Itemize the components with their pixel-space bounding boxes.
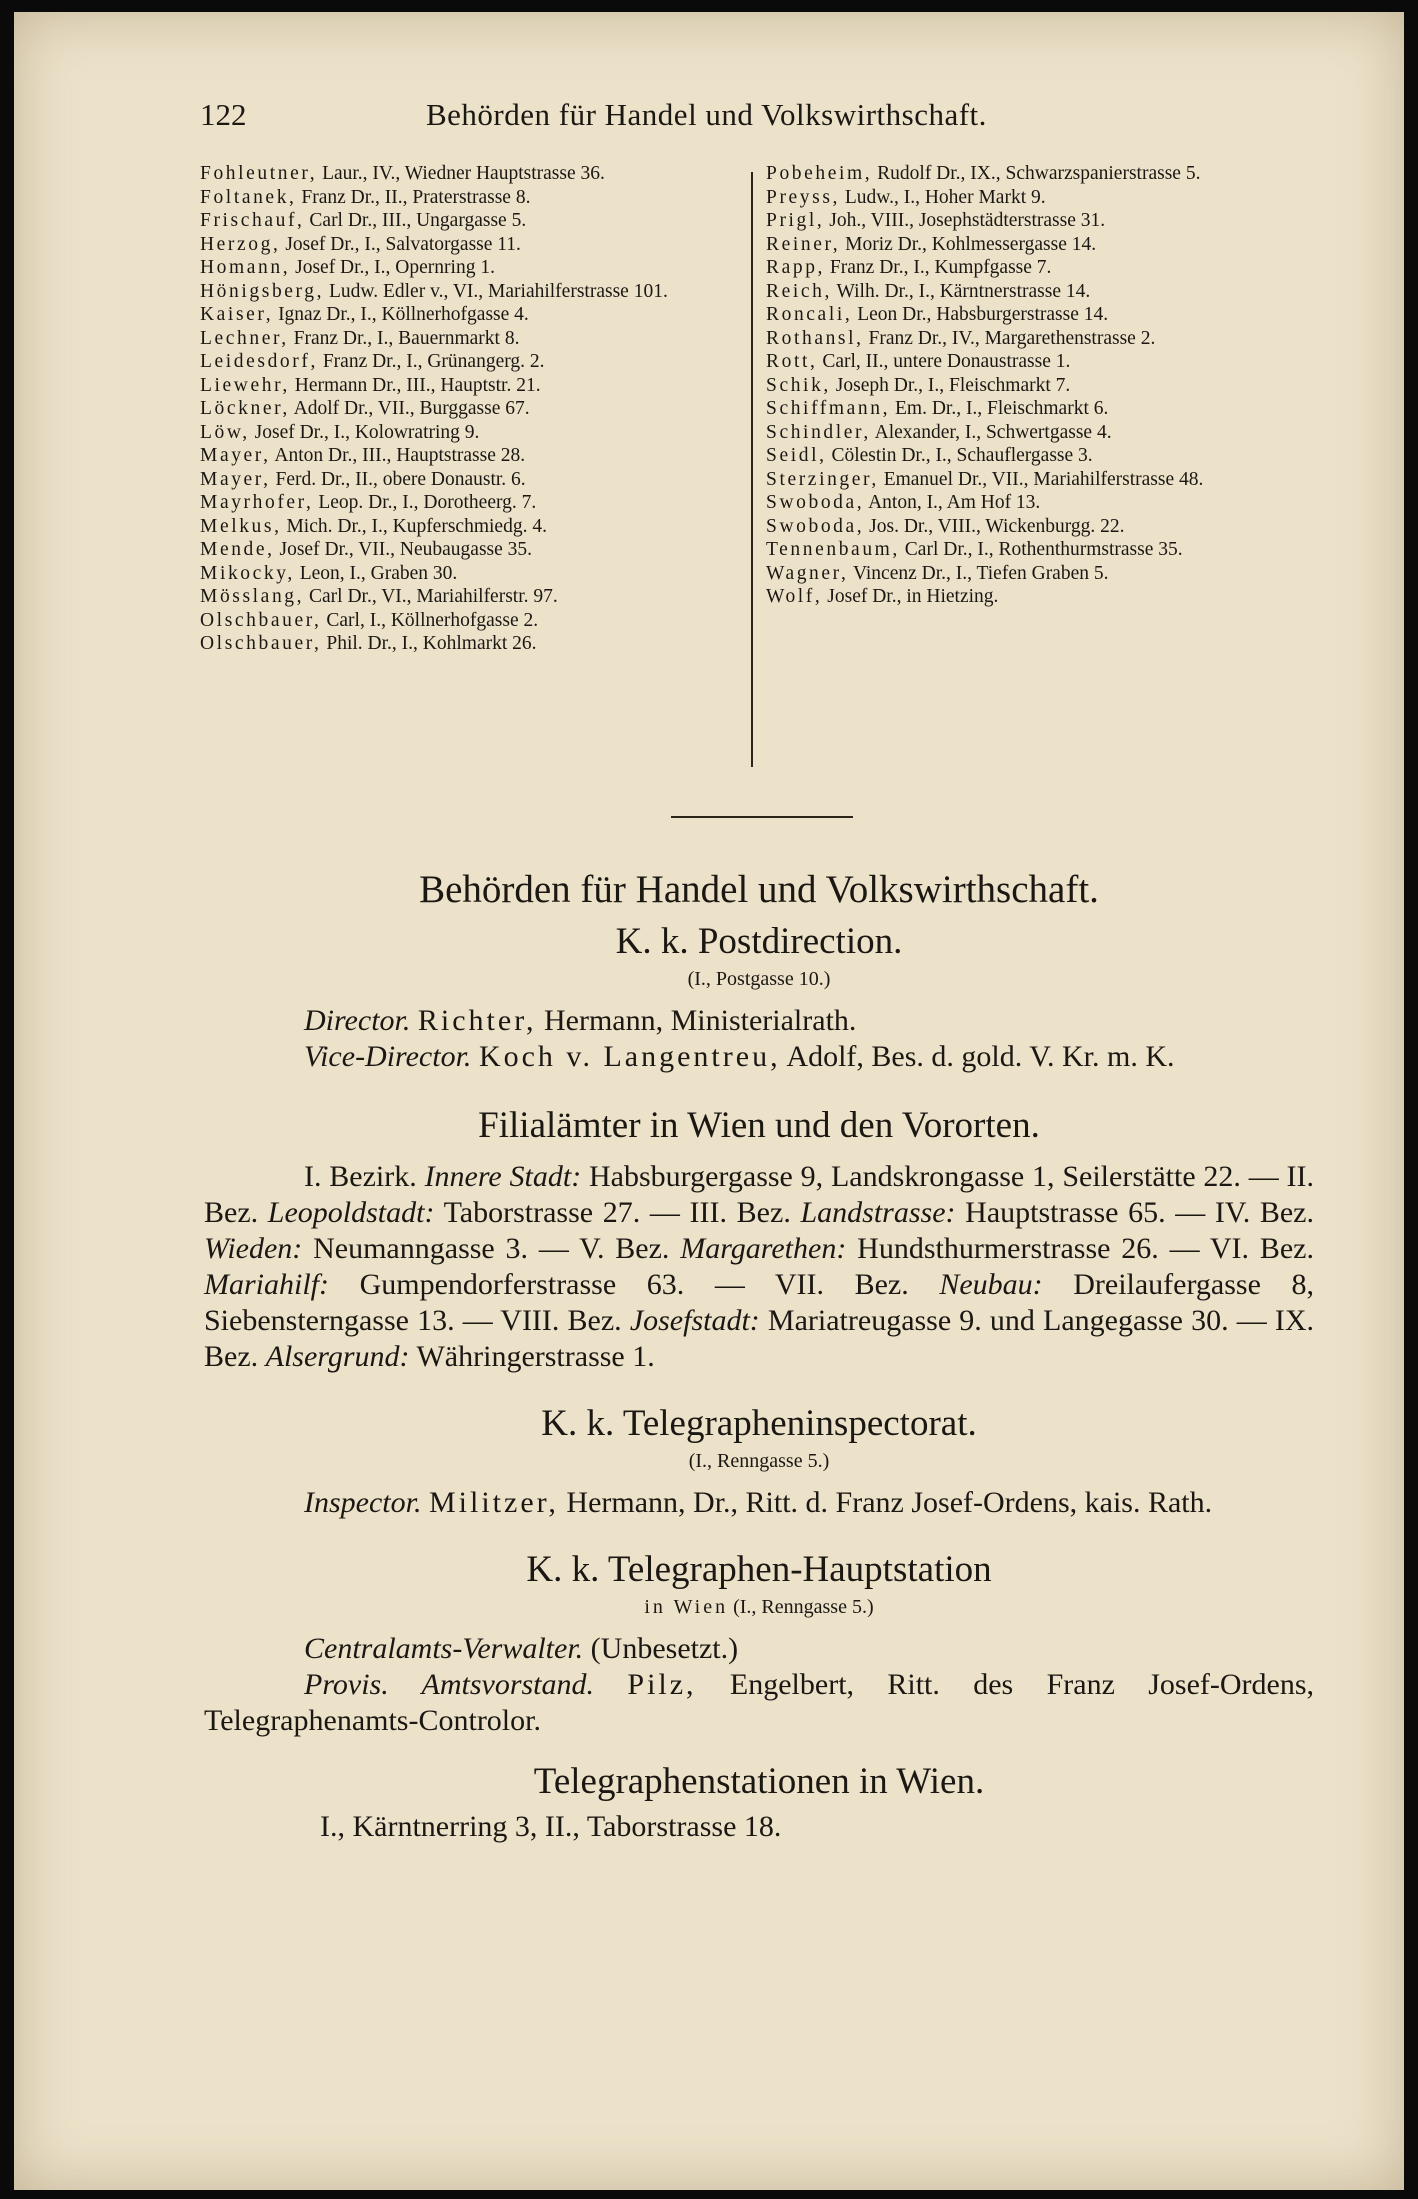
entry-name: Rott,: [766, 351, 818, 372]
directory-entry: [200, 491, 745, 515]
entry-details: Josef Dr., I., Opernring 1.: [290, 257, 495, 278]
entry-details: Carl Dr., I., Rothenthurmstrasse 35.: [899, 539, 1183, 560]
page-number: 122: [200, 97, 247, 132]
entry-name: Fohleutner,: [200, 163, 318, 184]
inspector-rest: Hermann, Dr., Ritt. d. Franz Josef-Ordens, kais. Rath.: [558, 1486, 1213, 1519]
district-addresses: Mariatreugasse 9. und Langegasse 30. — IX. Bez.: [204, 1304, 1315, 1373]
inspector-role: Inspector.: [304, 1486, 422, 1519]
entry-name: Melkus,: [200, 515, 282, 537]
directory-entry: [200, 538, 745, 562]
entry-name: Roncali,: [766, 304, 853, 325]
hauptstation-title: K. k. Telegraphen-Hauptstation: [526, 1549, 992, 1590]
entry-details: Franz Dr., II., Praterstrasse 8.: [296, 186, 531, 208]
entry-details: Josef Dr., VII., Neubaugasse 35.: [274, 539, 533, 560]
directory-entry: [766, 303, 1321, 327]
directory-entry: [766, 374, 1321, 398]
directory-entry: [766, 538, 1321, 562]
entry-name: Mösslang,: [200, 586, 305, 607]
entry-name: Schindler,: [766, 421, 871, 443]
entry-name: Foltanek,: [200, 186, 297, 208]
entry-details: Alexander, I., Schwertgasse 4.: [870, 421, 1112, 443]
entry-details: Carl Dr., VI., Mariahilferstr. 97.: [304, 586, 558, 607]
entry-details: Emanuel Dr., VII., Mariahilferstrasse 48.: [878, 468, 1204, 490]
entry-details: Em. Dr., I., Fleischmarkt 6.: [890, 398, 1109, 419]
directory-entry: [766, 397, 1321, 421]
entry-details: Ludw., I., Hoher Markt 9.: [840, 186, 1046, 208]
entry-name: Swoboda,: [766, 515, 865, 537]
district-addresses: Taborstrasse 27. — III. Bez.: [434, 1196, 801, 1229]
directory-entry: [766, 585, 1321, 609]
entry-details: Hermann Dr., III., Hauptstr. 21.: [289, 374, 541, 396]
entry-details: Ferd. Dr., II., obere Donaustr. 6.: [270, 468, 526, 490]
entry-details: Franz Dr., IV., Margarethenstrasse 2.: [863, 327, 1156, 349]
entry-details: Adolf Dr., VII., Burggasse 67.: [289, 398, 530, 419]
directory-entry: [200, 162, 745, 186]
entry-details: Mich. Dr., I., Kupferschmiedg. 4.: [281, 515, 547, 537]
entry-details: Franz Dr., I., Grünangerg. 2.: [317, 351, 545, 372]
right-name-column: [766, 162, 1321, 609]
amtsvorstand-rest: Engelbert, Ritt. des Franz Josef-Ordens, Telegraphenamts-Controlor.: [204, 1668, 1315, 1737]
director-role: Director.: [304, 1004, 411, 1037]
entry-name: Prigl,: [766, 210, 825, 231]
district-name: Neubau:: [939, 1268, 1043, 1301]
postdirection-address: (I., Postgasse 10.): [687, 968, 831, 990]
section-title: Behörden für Handel und Volkswirthschaft.: [419, 868, 1099, 911]
directory-entry: [200, 444, 745, 468]
entry-name: Swoboda,: [766, 492, 865, 513]
amtsvorstand-line: [204, 1667, 1314, 1739]
entry-details: Carl, II., untere Donaustrasse 1.: [817, 351, 1071, 372]
entry-details: Leon Dr., Habsburgerstrasse 14.: [852, 304, 1109, 325]
vice-director-rest: Adolf, Bes. d. gold. V. Kr. m. K.: [780, 1040, 1175, 1073]
directory-entry: [766, 421, 1321, 445]
district-addresses: Gumpendorferstrasse 63. — VII. Bez.: [329, 1268, 940, 1301]
directory-entry: [766, 444, 1321, 468]
entry-name: Schiffmann,: [766, 398, 891, 419]
hauptstation-address-prefix: in Wien: [644, 1596, 729, 1618]
entry-details: Franz Dr., I., Bauernmarkt 8.: [288, 327, 520, 349]
entry-name: Hönigsberg,: [200, 280, 325, 302]
book-page: [14, 12, 1404, 2190]
directory-entry: [766, 468, 1321, 492]
directory-entry: [766, 562, 1321, 586]
entry-details: Anton, I., Am Hof 13.: [864, 492, 1041, 513]
entry-name: Reich,: [766, 280, 832, 302]
district-addresses: Hauptstrasse 65. — IV. Bez.: [955, 1196, 1314, 1229]
directory-entry: [200, 327, 745, 351]
directory-entry: [200, 209, 745, 233]
centralamt-rest: (Unbesetzt.): [583, 1632, 739, 1665]
amtsvorstand-name: Pilz,: [627, 1668, 697, 1701]
district-name: Mariahilf:: [204, 1268, 329, 1301]
column-divider: [751, 172, 753, 767]
entry-details: Ignaz Dr., I., Köllnerhofgasse 4.: [273, 304, 529, 325]
entry-details: Leon, I., Graben 30.: [294, 562, 458, 584]
directory-entry: [200, 397, 745, 421]
directory-entry: [200, 515, 745, 539]
director-name: Richter,: [417, 1004, 537, 1037]
directory-entry: [200, 233, 745, 257]
entry-name: Mende,: [200, 539, 275, 560]
vice-director-name: Koch v. Langentreu,: [478, 1040, 781, 1073]
district-addresses: Neumanngasse 3. — V. Bez.: [302, 1232, 681, 1265]
entry-name: Kaiser,: [200, 304, 274, 325]
amtsvorstand-role: Provis. Amtsvorstand.: [304, 1668, 595, 1701]
director-line: [204, 1003, 1314, 1039]
entry-details: Franz Dr., I., Kumpfgasse 7.: [825, 257, 1052, 278]
entry-name: Reiner,: [766, 233, 841, 255]
entry-name: Homann,: [200, 257, 291, 278]
entry-details: Joseph Dr., I., Fleischmarkt 7.: [830, 374, 1071, 396]
entry-name: Pobeheim,: [766, 163, 873, 184]
running-title: Behörden für Handel und Volkswirthschaft.: [426, 97, 987, 132]
inspector-line: [204, 1485, 1314, 1521]
directory-entry: [200, 374, 745, 398]
directory-entry: [200, 186, 745, 210]
entry-details: Wilh. Dr., I., Kärntnerstrasse 14.: [831, 280, 1091, 302]
directory-entry: [200, 609, 745, 633]
entry-name: Rothansl,: [766, 327, 864, 349]
telegrapheninspectorat-title: K. k. Telegrapheninspectorat.: [541, 1403, 977, 1444]
entry-name: Rapp,: [766, 257, 826, 278]
entry-details: Carl, I., Köllnerhofgasse 2.: [321, 609, 539, 631]
entry-details: Ludw. Edler v., VI., Mariahilferstrasse 101.: [324, 280, 668, 302]
district-name: Leopoldstadt:: [267, 1196, 435, 1229]
entry-details: Josef Dr., in Hietzing.: [822, 586, 999, 607]
telegrapheninspectorat-address: (I., Renngasse 5.): [688, 1450, 830, 1472]
directory-entry: [200, 421, 745, 445]
entry-name: Mikocky,: [200, 562, 295, 584]
entry-details: Vincenz Dr., I., Tiefen Graben 5.: [848, 562, 1109, 584]
telegraphenstationen-text: I., Kärntnerring 3, II., Taborstrasse 18.: [320, 1810, 782, 1843]
directory-entry: [766, 256, 1321, 280]
directory-entry: [766, 233, 1321, 257]
entry-details: Jos. Dr., VIII., Wickenburgg. 22.: [864, 515, 1125, 537]
director-rest: Hermann, Ministerialrath.: [536, 1004, 857, 1037]
directory-entry: [200, 280, 745, 304]
entry-name: Wolf,: [766, 586, 823, 607]
entry-details: Leop. Dr., I., Dorotheerg. 7.: [313, 492, 537, 513]
directory-entry: [766, 280, 1321, 304]
district-addresses: Währingerstrasse 1.: [409, 1340, 655, 1373]
district-addresses: Hundsthurmerstrasse 26. — VI. Bez.: [846, 1232, 1314, 1265]
directory-entry: [766, 162, 1321, 186]
directory-entry: [200, 632, 745, 656]
district-name: Innere Stadt:: [424, 1160, 582, 1193]
directory-entry: [200, 468, 745, 492]
inspector-name: Militzer,: [428, 1486, 559, 1519]
entry-name: Preyss,: [766, 186, 840, 208]
entry-details: Phil. Dr., I., Kohlmarkt 26.: [321, 633, 537, 654]
main-section: [204, 867, 1314, 1845]
entry-details: Rudolf Dr., IX., Schwarzspanierstrasse 5.: [872, 163, 1201, 184]
directory-entry: [200, 256, 745, 280]
hauptstation-address-rest: (I., Renngasse 5.): [728, 1596, 874, 1618]
entry-name: Liewehr,: [200, 374, 290, 396]
left-name-column: [200, 162, 745, 656]
telegraphenstationen-title: Telegraphenstationen in Wien.: [533, 1761, 985, 1802]
filialaemter-text: [204, 1159, 1314, 1375]
entry-name: Mayrhofer,: [200, 492, 314, 513]
entry-name: Löckner,: [200, 398, 290, 419]
vice-director-role: Vice-Director.: [304, 1040, 472, 1073]
district-name: Wieden:: [204, 1232, 303, 1265]
entry-name: Wagner,: [766, 562, 849, 584]
vice-director-line: [204, 1039, 1314, 1075]
directory-entry: [766, 491, 1321, 515]
district-addresses: I. Bezirk.: [304, 1160, 425, 1193]
entry-details: Josef Dr., I., Kolowratring 9.: [249, 421, 480, 443]
entry-name: Mayer,: [200, 445, 271, 466]
entry-details: Josef Dr., I., Salvatorgasse 11.: [280, 233, 521, 255]
entry-name: Leidesdorf,: [200, 351, 318, 372]
directory-entry: [766, 186, 1321, 210]
entry-details: Joh., VIII., Josephstädterstrasse 31.: [824, 210, 1106, 231]
entry-name: Frischauf,: [200, 210, 305, 231]
entry-name: Mayer,: [200, 468, 271, 490]
directory-entry: [200, 562, 745, 586]
directory-entry: [766, 327, 1321, 351]
entry-details: Carl Dr., III., Ungargasse 5.: [304, 210, 527, 231]
postdirection-title: K. k. Postdirection.: [615, 921, 903, 962]
directory-entry: [766, 515, 1321, 539]
entry-name: Olschbauer,: [200, 609, 322, 631]
entry-name: Schik,: [766, 374, 831, 396]
directory-entry: [200, 350, 745, 374]
district-name: Margarethen:: [680, 1232, 847, 1265]
filialaemter-title: Filialämter in Wien und den Vororten.: [478, 1105, 1040, 1146]
district-name: Landstrasse:: [800, 1196, 956, 1229]
district-addresses: Dreilaufergasse 8, Siebensterngasse 13. — VIII. Bez.: [204, 1268, 1314, 1337]
directory-entry: [200, 303, 745, 327]
district-name: Alsergrund:: [265, 1340, 410, 1373]
entry-details: Cölestin Dr., I., Schauflergasse 3.: [826, 445, 1093, 466]
entry-name: Herzog,: [200, 233, 281, 255]
entry-name: Lechner,: [200, 327, 289, 349]
centralamt-line: [204, 1631, 1314, 1667]
entry-name: Seidl,: [766, 445, 827, 466]
district-addresses: Habsburgergasse 9, Landskrongasse 1, Seilerstätte 22. — II. Bez.: [204, 1160, 1315, 1229]
directory-entry: [200, 585, 745, 609]
entry-name: Tennenbaum,: [766, 539, 900, 560]
centralamt-role: Centralamts-Verwalter.: [304, 1632, 584, 1665]
entry-name: Sterzinger,: [766, 468, 879, 490]
section-rule: [671, 816, 853, 818]
district-name: Josefstadt:: [629, 1304, 760, 1337]
directory-entry: [766, 209, 1321, 233]
entry-name: Olschbauer,: [200, 633, 322, 654]
entry-details: Anton Dr., III., Hauptstrasse 28.: [270, 445, 526, 466]
hauptstation-address: [204, 1593, 1314, 1621]
entry-details: Laur., IV., Wiedner Hauptstrasse 36.: [317, 163, 605, 184]
entry-details: Moriz Dr., Kohlmessergasse 14.: [840, 233, 1097, 255]
directory-entry: [766, 350, 1321, 374]
entry-name: Löw,: [200, 421, 250, 443]
